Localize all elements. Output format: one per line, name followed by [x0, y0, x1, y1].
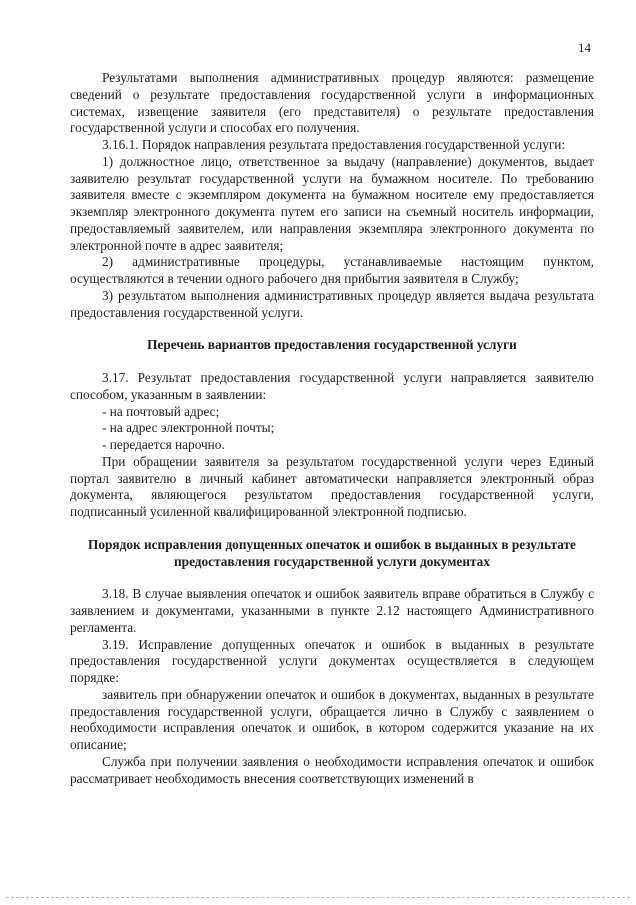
- document-body: [70, 70, 594, 787]
- paragraph-3-16-1: 3.16.1. Порядок направления результата предоставления государственной услуги:: [102, 137, 566, 152]
- paragraph-unified-portal: При обращении заявителя за результатом государственной услуги через Единый портал заявителю в личный кабинет автоматически направляется электронный образ документа, являющегося результатом предоставления государственной услуги, подписанный усиленной квалифицированной электронной подписью.: [70, 453, 594, 519]
- paragraph-results-intro: Результатами выполнения административных процедур являются: размещение сведений о результате предоставления государственной услуги в информационных системах, извещение заявителя (его представителя) о результате предоставления государственной услуги и способах его получения.: [70, 70, 594, 136]
- list-item-by-hand: - передается нарочно.: [102, 437, 225, 452]
- paragraph-3-17: 3.17. Результат предоставления государственной услуги направляется заявителю способом, указанным в заявлении:: [70, 370, 594, 402]
- paragraph-3-18: 3.18. В случае выявления опечаток и ошибок заявитель вправе обратиться в Службу с заявлением и документами, указанными в пункте 2.12 настоящего Административного регламента.: [70, 586, 594, 635]
- paragraph-item-1: 1) должностное лицо, ответственное за выдачу (направление) документов, выдает заявителю результат государственной услуги на бумажном носителе. По требованию заявителя вместе с экземпляром документа на бумажном носителе ему предоставляется экземпляр электронного документа путем его записи на съемный носитель информации, предоставляемый заявителем, или направления экземпляра электронного документа по электронной почте в адрес заявителя;: [70, 153, 594, 253]
- paragraph-3-19: 3.19. Исправление допущенных опечаток и ошибок в выданных в результате предоставления государственной услуги документах осуществляется в следующем порядке:: [70, 636, 594, 685]
- list-item-email: - на адрес электронной почты;: [102, 420, 275, 436]
- page-number: 14: [578, 40, 591, 55]
- section-heading-variants: Перечень вариантов предоставления государственной услуги: [147, 337, 517, 353]
- list-item-postal: - на почтовый адрес;: [102, 403, 220, 419]
- paragraph-item-2: 2) административные процедуры, устанавливаемые настоящим пунктом, осуществляются в течении одного рабочего дня прибытия заявителя в Службу;: [70, 254, 594, 286]
- page-bottom-divider: [6, 897, 630, 898]
- paragraph-item-3: 3) результатом выполнения административных процедур является выдача результата предоставления государственной услуги.: [70, 287, 594, 320]
- paragraph-service-procedure: Служба при получении заявления о необходимости исправления опечаток и ошибок рассматривает необходимость внесения соответствующих изменений в: [70, 753, 594, 786]
- section-heading-corrections: Порядок исправления допущенных опечаток и ошибок в выданных в результате предоставления государственной услуги документах: [88, 536, 576, 569]
- paragraph-applicant-procedure: заявитель при обнаружении опечаток и ошибок в документах, выданных в результате предоставления государственной услуги, обращается лично в Службу с заявлением о необходимости исправления опечаток и ошибок, в котором содержится указание на их описание;: [70, 686, 594, 752]
